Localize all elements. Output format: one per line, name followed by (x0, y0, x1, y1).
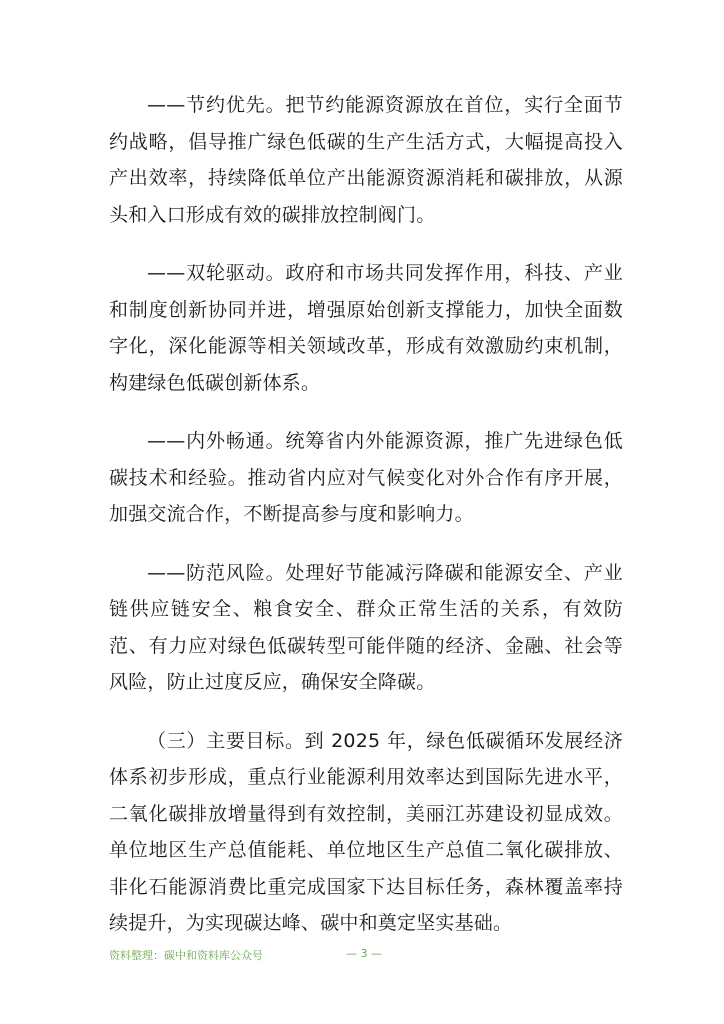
document-body (109, 87, 623, 964)
paragraph-main-goals: （三）主要目标。到 2025 年，绿色低碳循环发展经济体系初步形成，重点行业能源利用效率达到国际先进水平，二氧化碳排放增量得到有效控制，美丽江苏建设初显成效。单位地区生产总值能耗、单位地区生产总值二氧化碳排放、非化石能源消费比重完成国家下达目标任务，森林覆盖率持续提升，为实现碳达峰、碳中和奠定坚实基础。 (109, 729, 623, 934)
page-number: — 3 — (346, 947, 382, 960)
paragraph-internal-external: ——内外畅通。统筹省内外能源资源，推广先进绿色低碳技术和经验。推动省内应对气候变化对外合作有序开展，加强交流合作，不断提高参与度和影响力。 (109, 430, 623, 525)
page-footer (109, 947, 623, 967)
footer-source-text: 资料整理：碳中和资料库公众号 (109, 949, 263, 962)
paragraph-risk-prevention: ——防范风险。处理好节能减污降碳和能源安全、产业链供应链安全、粮食安全、群众正常生活的关系，有效防范、有力应对绿色低碳转型可能伴随的经济、金融、社会等风险，防止过度反应，确保安全降碳。 (109, 561, 623, 693)
paragraph-saving-first: ——节约优先。把节约能源资源放在首位，实行全面节约战略，倡导推广绿色低碳的生产生活方式，大幅提高投入产出效率，持续降低单位产出能源资源消耗和碳排放，从源头和入口形成有效的碳排放控制阀门。 (109, 94, 623, 226)
paragraph-dual-drive: ——双轮驱动。政府和市场共同发挥作用，科技、产业和制度创新协同并进，增强原始创新支撑能力，加快全面数字化，深化能源等相关领域改革，形成有效激励约束机制，构建绿色低碳创新体系。 (109, 262, 623, 394)
